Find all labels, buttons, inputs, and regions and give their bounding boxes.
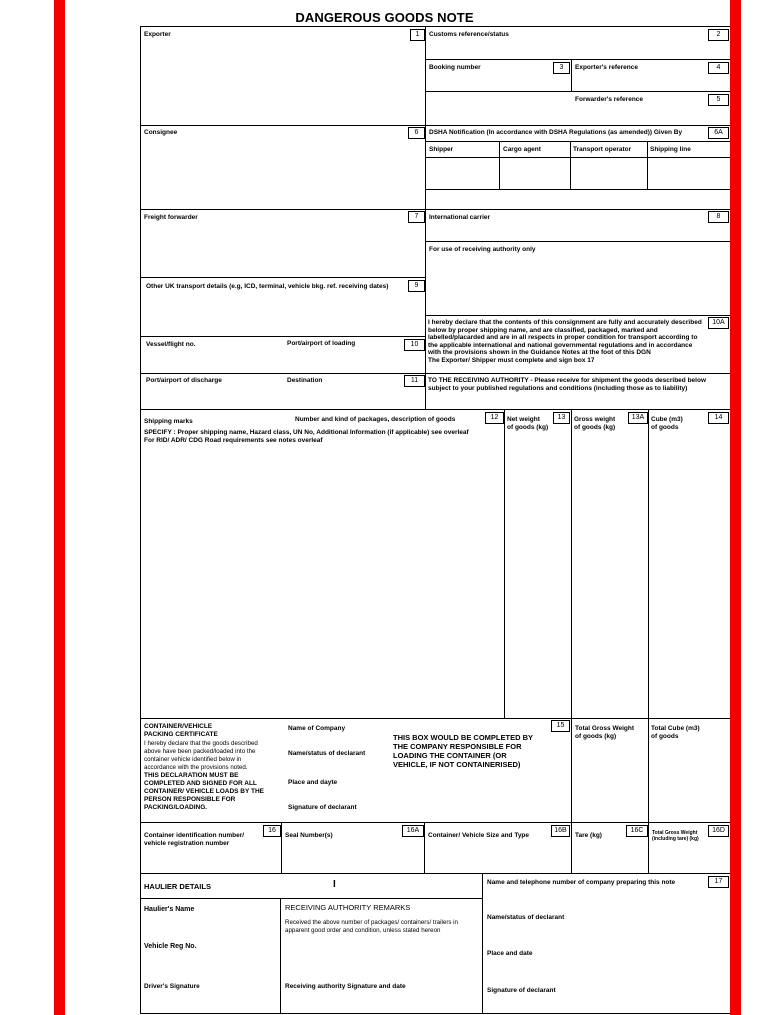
box-number: 6A [708, 127, 729, 139]
container-certificate-title: CONTAINER/VEHICLE [144, 723, 213, 730]
declaration-line: below by proper shipping name, and are classified, packaged, marked and [428, 326, 658, 334]
container-size-type-label: Container/ Vehicle Size and Type [428, 832, 530, 839]
form-rule-line [425, 189, 730, 190]
box-number: 15 [551, 720, 570, 732]
container-certificate-notice: THIS DECLARATION MUST BE [144, 772, 239, 779]
other-uk-transport-label: Other UK transport details (e.g, ICD, terminal, vehicle bkg. ref. receiving dates) [146, 283, 389, 290]
container-certificate-notice: PACKING/LOADING. [144, 804, 208, 811]
right-red-bar [730, 0, 741, 1015]
box-number: 7 [408, 211, 425, 223]
container-certificate-notice: CONTAINER/ VEHICLE LOADS BY THE [144, 788, 265, 795]
form-rule-line [140, 209, 730, 210]
container-certificate-text: container vehicle identified below in [144, 756, 242, 763]
form-rule-line [499, 141, 500, 189]
box-number: 5 [708, 94, 729, 106]
vessel-flight-label: Vessel/flight no. [146, 341, 196, 348]
cargo-agent-label: Cargo agent [503, 146, 541, 153]
place-date-label-2: Place and date [487, 950, 533, 957]
container-certificate-notice: PERSON RESPONSIBLE FOR [144, 796, 236, 803]
container-certificate-text: I hereby declare that the goods described [144, 740, 258, 747]
international-carrier-label: International carrier [429, 214, 491, 221]
form-rule-line [425, 315, 730, 316]
port-loading-label: Port/airport of loading [287, 340, 356, 347]
cube-label: Cube (m3) [651, 416, 683, 423]
form-rule-line [140, 1013, 730, 1014]
signature-declarant-label-2: Signature of declarant [487, 987, 556, 994]
box-number: 4 [708, 62, 729, 74]
form-rule-line [140, 898, 482, 899]
text-cursor-icon: I [333, 879, 336, 890]
container-certificate-text: accordance with the provisions noted. [144, 764, 248, 771]
box-number: 13 [553, 412, 570, 424]
box-number: 3 [553, 62, 570, 74]
name-status-declarant-label: Name/status of declarant [288, 750, 366, 757]
box-number: 11 [404, 375, 425, 387]
to-receiving-authority-line: TO THE RECEIVING AUTHORITY - Please receive for shipment the goods described below [428, 377, 706, 384]
form-rule-line [140, 125, 730, 126]
form-rule-line [140, 409, 730, 410]
net-weight-label: Net weight [507, 416, 540, 423]
shipper-label: Shipper [429, 146, 454, 153]
box-number: 10A [708, 317, 729, 329]
total-cube-label: of goods [651, 733, 679, 740]
box-completed-notice: THIS BOX WOULD BE COMPLETED BY [393, 733, 534, 742]
form-rule-line [140, 26, 730, 27]
form-rule-line [280, 898, 281, 1014]
box-number: 16B [551, 825, 570, 837]
transport-operator-label: Transport operator [573, 146, 632, 153]
name-status-declarant-label-2: Name/status of declarant [487, 914, 565, 921]
container-id-label: Container identification number/ [144, 832, 245, 839]
total-gross-incl-tare-label: Total Gross Weight [652, 830, 698, 836]
form-rule-line [648, 822, 649, 874]
box-number: 16C [626, 825, 648, 837]
total-gross-weight-label: of goods (kg) [575, 733, 617, 740]
box-number: 16D [708, 825, 729, 837]
cube-label: of goods [651, 424, 679, 431]
left-red-bar [54, 0, 65, 1015]
consignee-label: Consignee [144, 129, 178, 136]
box-number: 8 [708, 211, 729, 223]
specify-line: For RID/ ADR/ CDG Road requirements see notes overleaf [144, 437, 323, 444]
form-rule-line [647, 141, 648, 189]
page-title: DANGEROUS GOODS NOTE [295, 10, 474, 25]
container-certificate-text: above have been packed/loaded into the [144, 748, 256, 755]
form-rule-line [425, 157, 730, 158]
container-id-label: vehicle registration number [144, 840, 230, 847]
vehicle-reg-label: Vehicle Reg No. [144, 943, 197, 950]
box-number: 2 [708, 29, 729, 41]
forwarders-reference-label: Forwarder's reference [575, 96, 644, 103]
gross-weight-label: Gross weight [574, 416, 616, 423]
form-rule-line [571, 409, 572, 823]
haulier-name-label: Haulier's Name [144, 906, 195, 913]
form-rule-line [482, 873, 483, 1014]
declaration-line: labelled/placarded and are in all respects in proper condition for transport according to [428, 334, 698, 341]
form-rule-line [425, 59, 730, 60]
declaration-line: I hereby declare that the contents of this consignment are fully and accurately described [428, 319, 702, 326]
place-date-label: Place and dayte [288, 779, 338, 786]
total-gross-incl-tare-label: (including tare) (kg) [652, 836, 699, 842]
box-completed-notice: LOADING THE CONTAINER (OR [393, 751, 507, 760]
shipping-line-label: Shipping line [650, 146, 691, 153]
form-rule-line [140, 277, 425, 278]
total-gross-weight-label: Total Gross Weight [575, 725, 634, 732]
total-cube-label: Total Cube (m3) [651, 725, 700, 732]
port-discharge-label: Port/airport of discharge [146, 377, 222, 384]
box-number: 17 [708, 876, 729, 888]
box-number: 14 [708, 412, 729, 424]
box-number: 16 [263, 825, 281, 837]
form-rule-line [570, 141, 571, 189]
form-rule-line [281, 822, 282, 874]
net-weight-label: of goods (kg) [507, 424, 549, 431]
form-rule-line [425, 141, 730, 142]
tare-label: Tare (kg) [575, 832, 602, 839]
to-receiving-authority-line: subject to your published regulations and conditions (including those as to liability) [428, 385, 688, 392]
box-number: 6 [408, 127, 425, 139]
form-rule-line [571, 822, 572, 874]
dsha-notification-label: DSHA Notification (In accordance with DSHA Regulations (as amended)) Given By [429, 129, 683, 136]
form-rule-line [140, 718, 730, 719]
haulier-details-heading: HAULIER DETAILS [144, 882, 211, 891]
box-number: 13A [628, 412, 648, 424]
form-rule-line [504, 409, 505, 719]
received-text: apparent good order and condition, unless stated hereon [285, 927, 441, 934]
form-rule-line [425, 26, 426, 410]
booking-number-label: Booking number [429, 64, 481, 71]
form-rule-line [425, 241, 730, 242]
receiving-authority-signature-label: Receiving authority Signature and date [285, 983, 406, 990]
destination-label: Destination [287, 377, 323, 384]
seal-number-label: Seal Number(s) [285, 832, 333, 839]
form-rule-line [140, 336, 425, 337]
declaration-line: The Exporter/ Shipper must complete and sign box 17 [428, 356, 595, 364]
box-number: 10 [404, 339, 425, 351]
customs-reference-label: Customs reference/status [429, 31, 509, 38]
receiving-remarks-heading: RECEIVING AUTHORITY REMARKS [285, 903, 411, 912]
name-phone-preparing-label: Name and telephone number of company preparing this note [487, 879, 676, 886]
number-kind-packages-label: Number and kind of packages, description of goods [295, 416, 456, 423]
exporters-reference-label: Exporter's reference [575, 64, 638, 71]
form-rule-line [571, 59, 572, 91]
signature-declarant-label: Signature of declarant [288, 804, 357, 811]
box-number: 1 [410, 29, 425, 41]
drivers-signature-label: Driver's Signature [144, 983, 200, 990]
box-number: 16A [402, 825, 424, 837]
box-number: 12 [485, 412, 504, 424]
receiving-authority-use-label: For use of receiving authority only [429, 246, 536, 253]
form-rule-line [140, 822, 730, 823]
box-completed-notice: VEHICLE, IF NOT CONTAINERISED) [393, 760, 521, 769]
container-certificate-notice: COMPLETED AND SIGNED FOR ALL [144, 780, 257, 787]
declaration-line: with the provisions shown in the Guidance Notes at the foot of this DGN [428, 349, 651, 356]
form-rule-line [140, 873, 730, 874]
received-text: Received the above number of packages/ containers/ trailers in [285, 919, 459, 926]
shipping-marks-label: Shipping marks [144, 418, 193, 425]
form-rule-line [424, 822, 425, 874]
box-number: 9 [408, 280, 425, 292]
form-rule-line [648, 409, 649, 823]
declaration-line: the applicable international and national governmental regulations and in accordance [428, 341, 693, 349]
name-of-company-label: Name of Company [288, 725, 346, 732]
form-rule-line [140, 373, 730, 374]
container-certificate-title: PACKING CERTIFICATE [144, 731, 218, 738]
exporter-label: Exporter [144, 31, 171, 38]
box-completed-notice: THE COMPANY RESPONSIBLE FOR [393, 742, 522, 751]
gross-weight-label: of goods (kg) [574, 424, 616, 431]
form-rule-line [140, 26, 141, 1014]
specify-line: SPECIFY : Proper shipping name, Hazard class, UN No, Additional Information (if applicable) see overleaf [144, 429, 469, 436]
form-rule-line [425, 91, 730, 92]
freight-forwarder-label: Freight forwarder [144, 214, 198, 221]
